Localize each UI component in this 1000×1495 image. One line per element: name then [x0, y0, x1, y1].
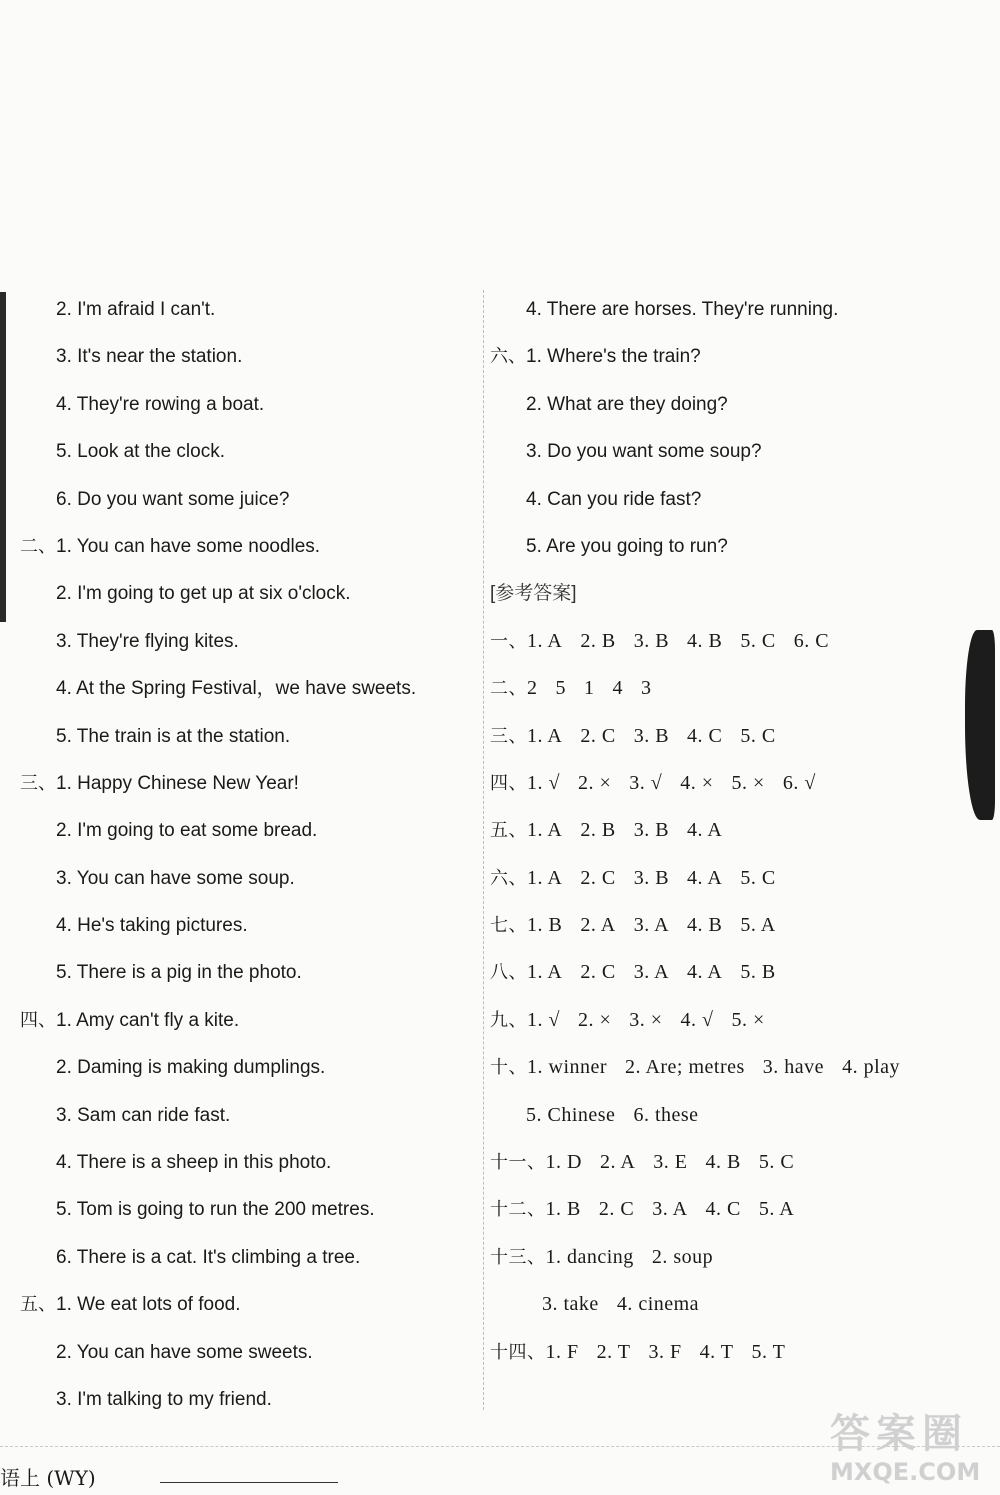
answer-part: 2. × — [577, 771, 612, 794]
answer-line: 3. You can have some soup. — [56, 867, 295, 889]
reference-answers-heading: [参考答案] — [490, 583, 577, 605]
watermark-logo — [820, 1400, 1000, 1495]
answer-line: 5. Look at the clock. — [56, 441, 225, 463]
answer-part: 4. cinema — [616, 1293, 700, 1316]
section-text: 1. Where's the train? — [526, 346, 701, 368]
answer-key-line — [490, 807, 970, 854]
answer-part: 2. C — [580, 961, 616, 984]
section-number: 五、 — [490, 820, 527, 842]
answer-part: 4. √ — [680, 1008, 714, 1031]
answer-part: 1. B — [545, 1198, 581, 1221]
answer-part: 1. √ — [527, 1008, 560, 1031]
answer-part: 3. E — [653, 1151, 688, 1174]
answer-line: 3. Sam can ride fast. — [56, 1104, 231, 1126]
answer-part: 5. B — [740, 961, 776, 984]
watermark-title: 答案圈 — [830, 1411, 968, 1457]
answer-part: 1. A — [527, 819, 563, 842]
answer-line: 2. I'm afraid I can't. — [56, 299, 216, 320]
section-number: 四、 — [20, 1009, 56, 1031]
answer-part: 5. C — [740, 724, 776, 747]
answer-part: 4. × — [680, 771, 714, 794]
section-text: 1. You can have some noodles. — [56, 535, 321, 557]
answer-part: 2. B — [580, 629, 616, 652]
answer-line: 2. Daming is making dumplings. — [56, 1057, 326, 1079]
answer-key-line — [490, 1281, 970, 1328]
answer-part: 2 — [527, 677, 538, 700]
answer-line: 2. I'm going to get up at six o'clock. — [56, 583, 351, 605]
answer-part: 4. T — [699, 1340, 734, 1363]
answer-line: 4. He's taking pictures. — [56, 915, 248, 937]
answer-line: 6. There is a cat. It's climbing a tree. — [56, 1246, 361, 1268]
answer-part: 5. × — [731, 771, 765, 794]
answer-part: 4. A — [687, 819, 723, 842]
section-line — [20, 997, 480, 1044]
section-line — [490, 333, 970, 380]
answer-part: 5. C — [740, 866, 776, 889]
section-line — [20, 523, 480, 570]
answer-line: 2. I'm going to eat some bread. — [56, 820, 318, 842]
answer-part: 5. A — [740, 914, 776, 937]
answer-part: 1 — [584, 677, 595, 700]
answer-key-line — [490, 1139, 970, 1186]
answer-line: 5. The train is at the station. — [56, 725, 291, 747]
answer-part: 4. B — [687, 914, 723, 937]
answer-key-line — [490, 618, 970, 665]
answer-key-line — [490, 855, 970, 902]
answer-key-line — [490, 1329, 970, 1376]
section-number: 五、 — [20, 1294, 56, 1316]
section-number: 十二、 — [490, 1199, 546, 1221]
answer-part: 3. F — [648, 1340, 682, 1363]
answer-part: 4. A — [687, 961, 723, 984]
answer-line: 4. There are horses. They're running. — [526, 299, 839, 320]
answer-part: 4. B — [705, 1151, 741, 1174]
section-text: 1. Happy Chinese New Year! — [56, 772, 299, 794]
section-line — [20, 1281, 480, 1328]
answer-line: 5. Tom is going to run the 200 metres. — [56, 1199, 375, 1221]
answer-part: 1. A — [527, 629, 563, 652]
answer-part: 3. B — [633, 629, 670, 652]
answer-part: 2. C — [580, 866, 616, 889]
answer-part: 3. take — [542, 1293, 599, 1316]
answer-line: 5. There is a pig in the photo. — [56, 962, 302, 984]
section-number: 三、 — [20, 772, 56, 794]
answer-part: 2. Are; metres — [625, 1056, 745, 1079]
section-number: 一、 — [490, 630, 527, 652]
answer-part: 1. dancing — [545, 1245, 634, 1268]
section-text: 1. We eat lots of food. — [56, 1294, 241, 1316]
answer-key-line — [490, 1044, 970, 1091]
answer-part: 3. A — [633, 961, 670, 984]
answer-part: 5. T — [751, 1340, 786, 1363]
section-number: 十、 — [490, 1057, 527, 1079]
section-number: 二、 — [490, 678, 527, 700]
section-number: 四、 — [490, 772, 527, 794]
answer-key-line — [490, 902, 970, 949]
answer-part: 3. A — [633, 914, 670, 937]
answer-part: 2. T — [596, 1340, 631, 1363]
answer-part: 1. A — [527, 724, 563, 747]
answer-line: 4. They're rowing a boat. — [56, 393, 265, 415]
answer-key-line — [490, 997, 970, 1044]
answer-part: 6. C — [793, 629, 830, 652]
answer-part: 3. have — [762, 1056, 825, 1079]
answer-part: 3. × — [629, 1008, 663, 1031]
answer-line: 3. They're flying kites. — [56, 630, 239, 652]
section-number: 三、 — [490, 725, 527, 747]
page-footer: 语上 (WY) — [0, 1466, 96, 1490]
answer-part: 5 — [555, 677, 566, 700]
answer-line: 3. I'm talking to my friend. — [56, 1388, 272, 1410]
section-number: 十四、 — [490, 1341, 546, 1363]
answer-part: 6. these — [633, 1103, 699, 1126]
answer-part: 1. winner — [527, 1056, 608, 1079]
answer-part: 3. B — [633, 819, 670, 842]
answer-part: 5. C — [758, 1151, 795, 1174]
section-line — [20, 760, 480, 807]
answer-part: 1. F — [545, 1340, 579, 1363]
answer-part: 2. × — [577, 1008, 612, 1031]
answer-key-line — [490, 1092, 970, 1139]
answer-part: 1. A — [527, 961, 563, 984]
answer-part: 4. C — [705, 1198, 741, 1221]
section-number: 九、 — [490, 1009, 527, 1031]
section-number: 七、 — [490, 915, 527, 937]
answer-line: 3. It's near the station. — [56, 346, 243, 368]
binding-edge — [0, 292, 6, 622]
answer-part: 2. A — [599, 1151, 636, 1174]
answer-key-line — [490, 713, 970, 760]
section-number: 八、 — [490, 962, 527, 984]
answer-part: 3. √ — [629, 771, 663, 794]
left-column — [20, 286, 480, 1423]
answer-part: 2. B — [580, 819, 616, 842]
answer-part: 2. C — [598, 1198, 635, 1221]
answer-part: 5. A — [758, 1198, 795, 1221]
section-number: 六、 — [490, 867, 527, 889]
answer-part: 1. B — [527, 914, 563, 937]
section-number: 二、 — [20, 535, 56, 557]
answer-part: 2. C — [580, 724, 616, 747]
answer-part: 3 — [641, 677, 652, 700]
answer-part: 4 — [612, 677, 623, 700]
answer-line: 4. There is a sheep in this photo. — [56, 1152, 332, 1174]
answer-part: 4. A — [687, 866, 723, 889]
answer-part: 5. × — [731, 1008, 765, 1031]
right-column — [490, 286, 970, 1376]
answer-line: 5. Are you going to run? — [526, 535, 728, 557]
answer-line: 2. You can have some sweets. — [56, 1341, 313, 1363]
answer-part: 2. A — [580, 914, 616, 937]
section-number: 十三、 — [490, 1246, 546, 1268]
answer-part: 1. A — [527, 866, 563, 889]
answer-key-line — [490, 665, 970, 712]
answer-part: 1. √ — [527, 771, 560, 794]
answer-part: 2. soup — [651, 1245, 714, 1268]
watermark-url: MXQE.COM — [830, 1458, 981, 1486]
column-divider — [483, 290, 484, 1410]
answer-part: 3. B — [633, 724, 670, 747]
scan-smudge — [965, 630, 995, 820]
answer-part: 5. C — [740, 629, 776, 652]
answer-part: 4. play — [842, 1056, 900, 1079]
answer-line: 2. What are they doing? — [526, 393, 728, 415]
answer-key-line — [490, 1186, 970, 1233]
answer-line: 6. Do you want some juice? — [56, 488, 290, 510]
answer-part: 1. D — [545, 1151, 582, 1174]
answer-part: 4. B — [687, 629, 723, 652]
answer-line: 4. Can you ride fast? — [526, 488, 702, 510]
answer-part: 3. A — [652, 1198, 688, 1221]
answer-key-line — [490, 949, 970, 996]
section-number: 十一、 — [490, 1152, 546, 1174]
answer-part: 5. Chinese — [526, 1103, 616, 1126]
section-text: 1. Amy can't fly a kite. — [56, 1009, 240, 1031]
section-number: 六、 — [490, 346, 526, 368]
answer-part: 3. B — [633, 866, 670, 889]
answer-part: 6. √ — [782, 771, 816, 794]
answer-line: 3. Do you want some soup? — [526, 441, 762, 463]
answer-key-line — [490, 1234, 970, 1281]
answer-key-line — [490, 760, 970, 807]
answer-line: 4. At the Spring Festival，we have sweets. — [56, 678, 417, 700]
footer-underline — [160, 1482, 338, 1483]
answer-part: 4. C — [687, 724, 723, 747]
